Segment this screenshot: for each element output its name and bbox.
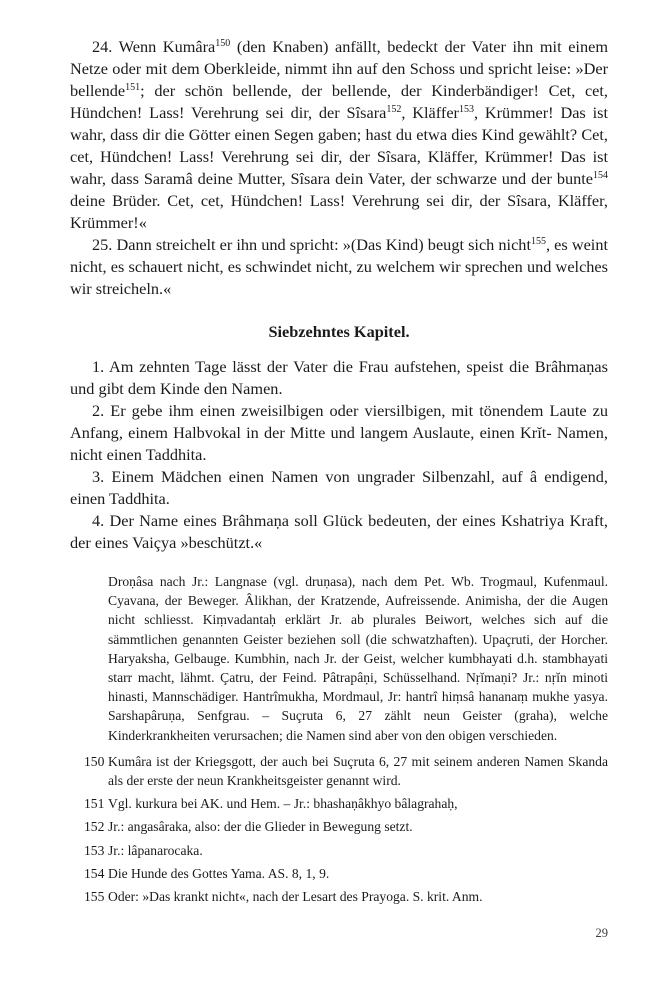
paragraph-1: 1. Am zehnten Tage lässt der Vater die Frau aufstehen, speist die Brâhmaṇas und gibt dem Kinde den Namen.	[70, 357, 608, 398]
footnote-ref-155: 155	[530, 236, 546, 247]
paragraph-text: 25. Dann streichelt er ihn und spricht: »(Das Kind) beugt sich nicht	[92, 235, 531, 254]
footnote-text: Vgl. kurkura bei AK. und Hem. – Jr.: bhashaṇâkhyo bâlagrahaḥ,	[108, 796, 458, 812]
paragraph-text: , Krümmer! Das ist wahr, dass dir die Götter einen Segen gaben; hast du etwa dies Kind gewählt? Cet, cet, Hündchen! Lass! Verehrung sei dir, der Sîsara, Kläffer, Krümmer! Das ist wahr, dass Saramâ deine Mutter, Sîsara dein Vater, der schwarze und der bunte	[70, 103, 608, 188]
footnote-ref-151: 151	[125, 82, 141, 93]
paragraph-text: (den Knaben) anfällt, bedeckt der Vater ihn mit einem Netze oder mit dem Oberkleide, nimmt ihn auf den Schoss und spricht leise: »Der bellende	[70, 37, 608, 100]
footnote-number: 155	[84, 889, 105, 905]
footnote-continuation: Droṇâsa nach Jr.: Langnase (vgl. druṇasa), nach dem Pet. Wb. Trogmaul, Kufenmaul. Cyavana, der Beweger. Âlikhan, der Kratzende, Aufreissende. Animisha, der die Augen nicht schliesst. Kiṃvadantaḥ erklärt Jr. ab plurales Beiwort, welches sich auf die sämmtlichen genannten Geister beziehen soll (die schwatzhaften). Upaçruti, der Horcher. Haryaksha, Gelbauge. Kumbhin, nach Jr. der Geist, welcher kumbhayati d.h. stambhayati starr macht, lähmt. Çatru, der Feind. Pâtrapâṇi, Schüsselhand. Nṛĭmaṇi? Jr.: nṛĭn minoti hinasti, Mannschädiger. Hantrîmukha, Mordmaul, Jr: hantrî hiṃsâ hananaṃ mukhe yasya. Sarshapâruṇa, Senfgrau. – Suçruta 6, 27 zählt neun Geister (graha), welche Kinderkrankheiten verursachen; die Namen sind aber von den obigen verschieden.	[108, 574, 608, 743]
paragraph-text: , es weint nicht, es schauert nicht, es schwindet nicht, zu welchem wir sprechen und welches wir streicheln.«	[70, 235, 608, 298]
footnote-number: 154	[84, 865, 105, 881]
footnote-152	[70, 817, 608, 836]
footnote-number: 152	[84, 819, 105, 835]
footnote-ref-153: 153	[458, 104, 474, 115]
footnote-155	[70, 887, 608, 906]
footnote-154	[70, 864, 608, 883]
footnote-ref-154: 154	[593, 170, 608, 181]
paragraph-25	[70, 234, 608, 300]
footnote-150	[70, 752, 608, 790]
footnote-number: 153	[84, 842, 105, 858]
paragraph-24	[70, 36, 608, 234]
paragraph-text: 24. Wenn Kumâra	[92, 37, 216, 56]
footnote-number: 150	[84, 753, 105, 769]
paragraph-text: ; der schön bellende, der bellende, der Kinderbändiger! Cet, cet, Hündchen! Lass! Verehrung sei dir, der Sîsara	[70, 81, 608, 122]
footnote-153	[70, 841, 608, 860]
footnotes-section	[70, 572, 608, 906]
paragraph-text: deine Brüder. Cet, cet, Hündchen! Lass! Verehrung sei dir, der Sîsara, Kläffer, Krümmer!«	[70, 191, 608, 232]
paragraph-2: 2. Er gebe ihm einen zweisilbigen oder viersilbigen, mit tönendem Laute zu Anfang, einem Halbvokal in der Mitte und langem Auslaute, einen Krĭt- Namen, nicht einen Taddhita.	[70, 401, 608, 464]
paragraph-4: 4. Der Name eines Brâhmaṇa soll Glück bedeuten, der eines Kshatriya Kraft, der eines Vaiçya »beschützt.«	[70, 511, 608, 552]
footnote-number: 151	[84, 796, 105, 812]
chapter-heading: Siebzehntes Kapitel.	[268, 322, 410, 341]
footnote-text: Kumâra ist der Kriegsgott, der auch bei Suçruta 6, 27 mit seinem anderen Namen Skanda als der erste der neun Krankheitsgeister genannt wird.	[108, 753, 608, 789]
paragraph-3: 3. Einem Mädchen einen Namen von ungrader Silbenzahl, auf â endigend, einen Taddhita.	[70, 467, 608, 508]
footnote-text: Jr.: lâpanarocaka.	[108, 842, 203, 858]
page-number: 29	[595, 926, 608, 940]
footnote-text: Oder: »Das krankt nicht«, nach der Lesart des Prayoga. S. krit. Anm.	[108, 889, 483, 905]
footnote-text: Die Hunde des Gottes Yama. AS. 8, 1, 9.	[108, 865, 330, 881]
footnote-ref-150: 150	[215, 38, 231, 49]
page-content	[70, 36, 608, 906]
footnote-text: Jr.: angasâraka, also: der die Glieder in Bewegung setzt.	[108, 819, 413, 835]
paragraph-text: , Kläffer	[401, 103, 459, 122]
footnote-151	[70, 794, 608, 813]
footnote-ref-152: 152	[386, 104, 402, 115]
footnote-list	[70, 752, 608, 906]
